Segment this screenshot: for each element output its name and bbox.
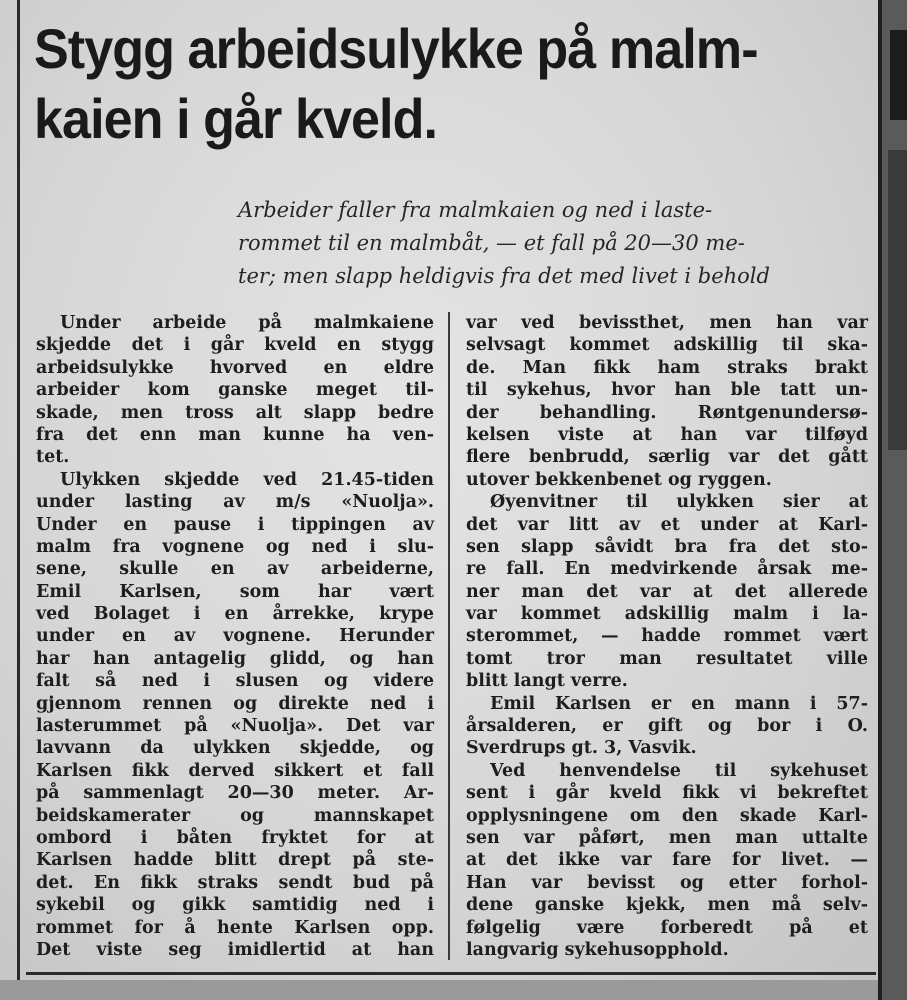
body-text-line: malm fra vognene og ned i slu- [36,536,434,557]
headline-line: kaien i går kveld. [34,87,438,150]
body-text-line: på sammenlagt 20—30 meter. Ar- [36,783,434,804]
body-text-line: var kommet adskillig malm i la- [466,604,868,625]
body-text-line: sene, skulle en av arbeiderne, [36,559,434,580]
body-text-line: Ved henvendelse til sykehuset [490,760,868,781]
bottom-rule [26,972,876,975]
body-text-line: ombord i båten fryktet for at [36,827,434,848]
body-text-line: Sverdrups gt. 3, Vasvik. [466,738,697,759]
body-text-line: Karlsen fikk derved sikkert et fall [36,760,434,781]
body-text-line: følgelig være forberedt på et [466,917,868,938]
body-text-line: ved Bolaget i en årrekke, krype [36,604,434,625]
left-column-rule [17,0,20,1000]
body-text-line: sen var påført, men man uttalte [466,827,868,848]
body-text-line: Ulykken skjedde ved 21.45-tiden [60,469,434,490]
body-text-line: tet. [36,447,70,468]
page-edge [0,980,878,1000]
body-text-line: sterommet, — hadde rommet vært [466,626,868,647]
subheadline-line: rommet til en malmbåt, — et fall på 20—30 me- [238,231,745,255]
adjacent-text-fragment [890,30,907,120]
body-text-line: det. En fikk straks sendt bud på [36,872,434,893]
body-text-line: Karlsen hadde blitt drept på ste- [36,850,434,871]
body-text-line: sen slapp såvidt bra fra det sto- [466,536,868,557]
body-text-line: under en av vognene. Herunder [36,626,434,647]
body-column-right [466,312,868,961]
body-text-line: skjedde det i går kveld en stygg [36,335,434,356]
body-text-line: ner man det var at det allerede [466,581,868,602]
body-text-line: blitt langt verre. [466,671,628,692]
body-text-line: opplysningene om den skade Karl- [466,805,868,826]
body-text-line: selvsagt kommet adskillig til ska- [466,335,868,356]
body-text-line: Under arbeide på malmkaiene [60,313,434,333]
body-text-line: dene ganske kjekk, men må selv- [466,895,868,916]
body-text-line: Han var bevisst og etter forhol- [466,872,868,893]
body-text-line: skade, men tross alt slapp bedre [36,402,434,423]
body-text-line: flere benbrudd, særlig var det gått [466,447,868,468]
body-text-line: under lasting av m/s «Nuolja». [36,492,434,513]
subheadline-line: Arbeider faller fra malmkaien og ned i laste- [238,198,713,222]
headline-line: Stygg arbeidsulykke på malm- [34,17,758,80]
subheadline [238,194,868,293]
body-text-line: rommet for å hente Karlsen opp. [36,917,434,938]
body-text-line: arbeidsulykke hvorved en eldre [36,357,434,378]
body-text-line: det var litt av et under at Karl- [466,514,868,535]
column-rule [448,312,450,960]
body-text-line: lavvann da ulykken skjedde, og [36,738,434,759]
body-text-line: var ved bevissthet, men han var [466,313,868,333]
body-text-line: Under en pause i tippingen av [36,514,434,535]
body-text-line: re fall. En medvirkende årsak me- [466,559,868,580]
body-text-line: der behandling. Røntgenundersø- [466,402,868,423]
body-text-line: Det viste seg imidlertid at han [36,939,434,960]
body-text-line: Øyenvitner til ulykken sier at [490,492,868,513]
body-text-line: utover bekkenbenet og ryggen. [466,469,772,490]
body-text-line: arbeider kom ganske meget til- [36,380,434,401]
body-text-line: tomt tror man resultatet ville [466,648,868,669]
body-text-line: falt så ned i slusen og videre [36,671,434,692]
body-text-line: fra det enn man kunne ha ven- [36,424,434,445]
body-text-line: til sykehus, hvor han ble tatt un- [466,380,868,401]
body-text-line: sykebil og gikk samtidig ned i [36,895,434,916]
body-text-line: Emil Karlsen er en mann i 57- [490,693,868,714]
body-text-line: beidskamerater og mannskapet [36,805,434,826]
body-column-left [36,312,434,961]
body-text-line: lasterummet på «Nuolja». Det var [36,716,434,737]
adjacent-text-fragment [888,150,907,450]
body-text-line: kelsen viste at han var tilføyd [466,424,868,445]
adjacent-column-edge [878,0,907,1000]
body-text-line: de. Man fikk ham straks brakt [466,357,868,378]
headline [34,14,815,154]
body-text-line: langvarig sykehusopphold. [466,939,729,960]
body-text-line: at det ikke var fare for livet. — [466,850,868,871]
body-text-line: sent i går kveld fikk vi bekreftet [466,783,868,804]
body-text-line: Emil Karlsen, som har vært [36,581,434,602]
body-text-line: gjennom rennen og direkte ned i [36,693,434,714]
body-text-line: har han antagelig glidd, og han [36,648,434,669]
body-text-line: årsalderen, er gift og bor i O. [466,716,868,737]
subheadline-line: ter; men slapp heldigvis fra det med livet i behold [238,264,770,288]
